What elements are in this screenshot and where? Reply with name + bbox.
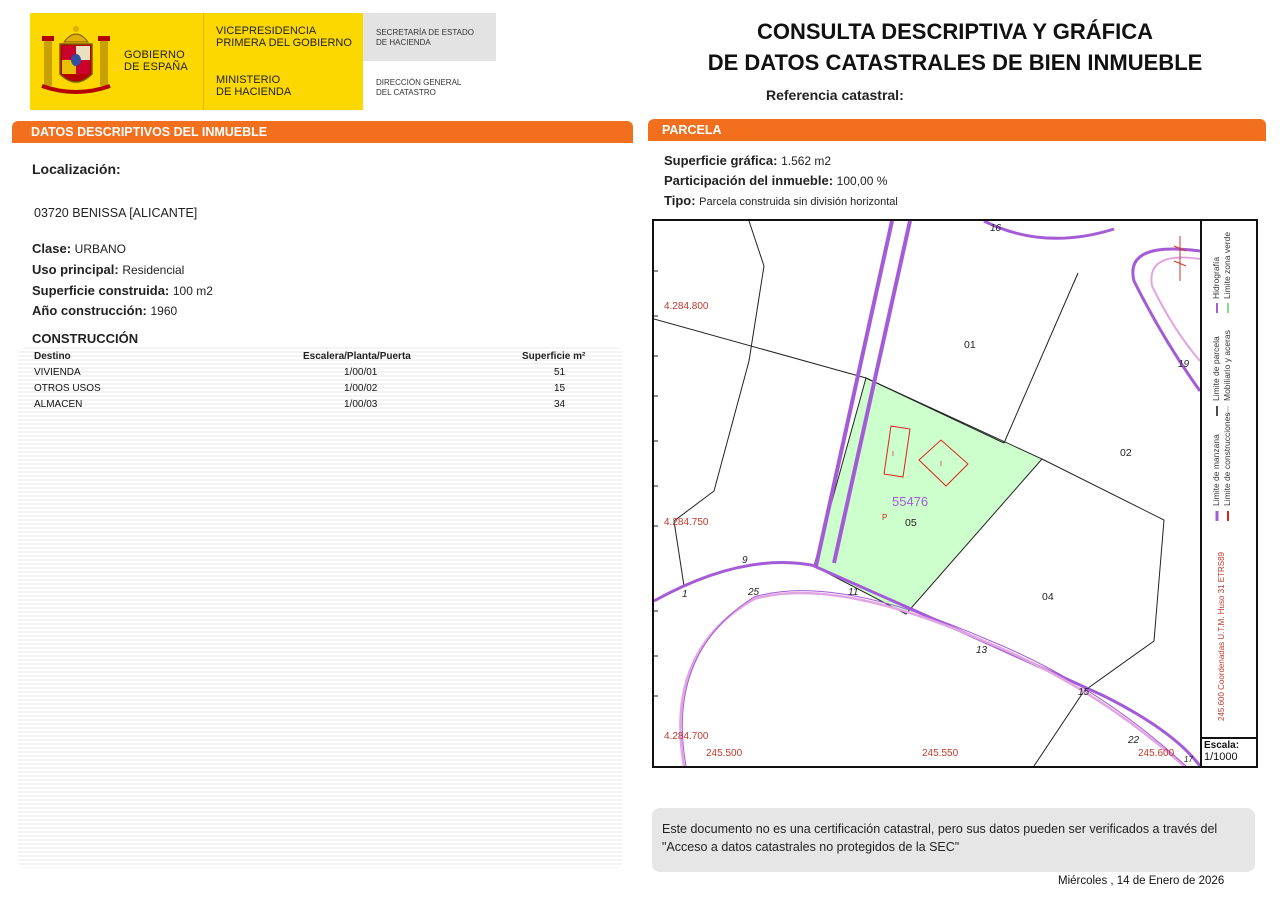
escala-box [1200, 737, 1256, 766]
tipo-field: Tipo: Parcela construida sin división horizontal [664, 193, 898, 208]
parcela-header: PARCELA [648, 119, 1266, 141]
parcel-label: 02 [1120, 447, 1132, 459]
legend-mobiliario: Mobiliario y aceras [1222, 330, 1232, 401]
building-marker-label: I [940, 461, 942, 468]
parcel-label: 04 [1042, 591, 1054, 603]
table-row-superficie: 51 [554, 367, 566, 378]
table-row-planta: 1/00/02 [344, 383, 378, 394]
sup-grafica-field: Superficie gráfica: 1.562 m2 [664, 153, 832, 168]
x-coord-label: 245.600 [1138, 748, 1175, 759]
legend-limite-construcciones: Limite de construcciones [1222, 412, 1232, 506]
table-row-superficie: 15 [554, 383, 566, 394]
localizacion-label: Localización: [32, 161, 121, 177]
table-row-planta: 1/00/03 [344, 399, 378, 410]
escala-label: Escala: [1204, 740, 1240, 751]
road-number-label: 11 [848, 587, 859, 598]
road-number-label: 9 [742, 555, 748, 566]
map-legend [1200, 221, 1256, 766]
cadastral-map[interactable] [652, 219, 1258, 768]
legend-limite-parcela: Limite de parcela [1211, 336, 1221, 401]
col-superficie-header: Superficie m² [522, 351, 586, 362]
y-coord-label: 4.284.700 [664, 731, 709, 742]
col-destino-header: Destino [34, 351, 71, 362]
gobierno-label: GOBIERNO DE ESPAÑA [124, 49, 188, 73]
clase-field: Clase: URBANO [32, 241, 126, 256]
participacion-field: Participación del inmueble: 100,00 % [664, 173, 888, 188]
coat-of-arms-icon [40, 22, 112, 98]
road-number-label: 15 [1078, 687, 1090, 698]
date-label: Miércoles , 14 de Enero de 2026 [1058, 875, 1225, 887]
referencia-catastral-label: Referencia catastral: [766, 87, 904, 103]
superficie-field: Superficie construida: 100 m2 [32, 283, 213, 298]
table-row-destino: ALMACEN [34, 399, 83, 410]
manzana-label: 55476 [892, 494, 929, 509]
logo-divider [203, 13, 204, 110]
y-coord-label: 4.284.750 [664, 517, 709, 528]
parcel-label: 01 [964, 339, 976, 351]
notice-box: Este documento no es una certificación catastral, pero sus datos pueden ser verificados a través del "Acceso a datos catastrales no protegidos de la SEC" [652, 808, 1255, 872]
building-marker-label: I [892, 451, 894, 458]
road-number-label: 25 [748, 587, 760, 598]
table-row-planta: 1/00/01 [344, 367, 378, 378]
x-coord-label: 245.500 [706, 748, 743, 759]
vicepresidencia-label: VICEPRESIDENCIA PRIMERA DEL GOBIERNO [216, 25, 352, 49]
direccion-label: DIRECCIÓN GENERAL DEL CATASTRO [376, 78, 462, 97]
anio-field: Año construcción: 1960 [32, 303, 178, 318]
legend-zona-verde: Limite zona verde [1222, 231, 1232, 299]
ministerio-label: MINISTERIO DE HACIENDA [216, 74, 292, 98]
p-marker-label: P [882, 513, 888, 522]
datos-descriptivos-header: DATOS DESCRIPTIVOS DEL INMUEBLE [12, 121, 633, 143]
uso-field: Uso principal: Residencial [32, 262, 185, 277]
road-number-label: 1 [682, 589, 688, 600]
table-row-destino: VIVIENDA [34, 367, 81, 378]
table-row-superficie: 34 [554, 399, 566, 410]
road-number-label: 13 [976, 645, 988, 656]
road-number-label: 19 [1178, 359, 1190, 370]
road-number-label: 16 [990, 223, 1002, 234]
col-planta-header: Escalera/Planta/Puerta [303, 351, 411, 362]
escala-value: 1/1000 [1204, 751, 1238, 763]
x-coord-label: 245.550 [922, 748, 959, 759]
road-number-label: 22 [1128, 735, 1140, 746]
legend-hidrografia: Hidrografía [1211, 256, 1221, 299]
y-coord-label: 4.284.800 [664, 301, 709, 312]
page-title: CONSULTA DESCRIPTIVA Y GRÁFICA DE DATOS CATASTRALES DE BIEN INMUEBLE [707, 19, 1203, 75]
parcel-label: 05 [905, 517, 917, 529]
legend-coordenadas: 245.600 Coordenadas U.T.M. Huso 31 ETRS89 [1217, 552, 1226, 721]
legend-limite-manzana: Limite de manzana [1211, 434, 1221, 506]
construccion-title: CONSTRUCCIÓN [32, 331, 139, 346]
table-row-destino: OTROS USOS [34, 383, 101, 394]
direccion-value: 03720 BENISSA [ALICANTE] [34, 206, 198, 220]
construccion-table [18, 347, 623, 868]
road-number-label: 17 [1184, 755, 1193, 764]
secretaria-label: SECRETARÍA DE ESTADO DE HACIENDA [376, 28, 474, 47]
